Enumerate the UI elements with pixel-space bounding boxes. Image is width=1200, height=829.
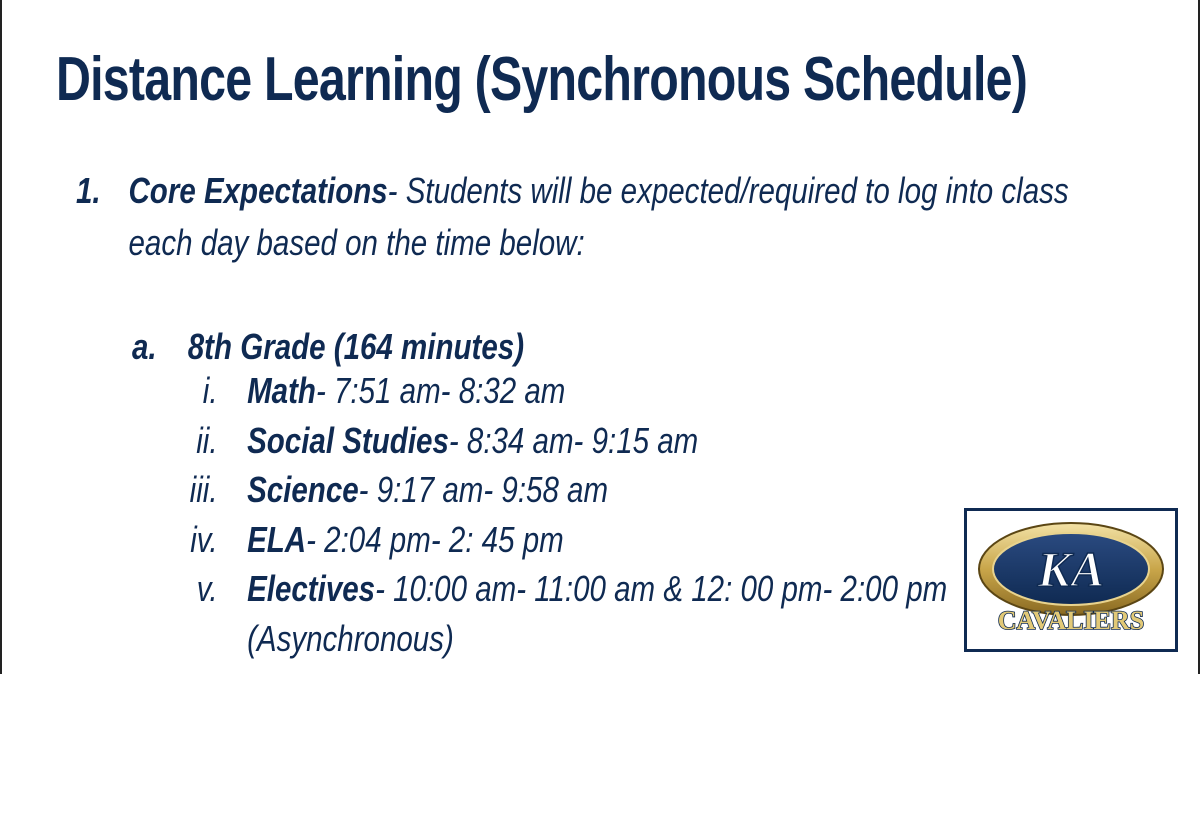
core-expectations-text: - Students will be expected/required to log into class each day based on the time below: bbox=[128, 170, 1069, 263]
subject-time: - 8:34 am- 9:15 am bbox=[448, 419, 699, 461]
subject-time: - 10:00 am- 11:00 am & 12: 00 pm- 2:00 pm bbox=[375, 568, 948, 609]
sub-item-letter: a. bbox=[132, 326, 157, 367]
school-logo bbox=[964, 508, 1178, 652]
subject-time: - 9:17 am- 9:58 am bbox=[358, 469, 609, 510]
roman-numeral: i. bbox=[202, 370, 218, 411]
schedule-entry bbox=[247, 416, 698, 466]
schedule-entry bbox=[247, 564, 947, 614]
list-item-content bbox=[128, 165, 1137, 269]
sub-item-8th-grade bbox=[132, 322, 524, 372]
schedule-entry bbox=[247, 366, 565, 416]
grade-label: 8th Grade (164 minutes) bbox=[187, 326, 525, 367]
electives-note: (Asynchronous) bbox=[247, 617, 454, 659]
slide-border-left bbox=[0, 0, 2, 674]
roman-numeral: iii. bbox=[189, 469, 218, 510]
subject-name: Electives bbox=[247, 568, 376, 609]
schedule-entry bbox=[247, 515, 564, 565]
subject-time: - 7:51 am- 8:32 am bbox=[315, 370, 566, 411]
subject-name: Math bbox=[247, 370, 316, 411]
logo-name: CAVALIERS bbox=[997, 606, 1145, 635]
page-title: Distance Learning (Synchronous Schedule) bbox=[56, 45, 1028, 114]
schedule-entry bbox=[247, 465, 608, 515]
core-expectations-label: Core Expectations bbox=[128, 170, 388, 211]
subject-name: Social Studies bbox=[247, 419, 449, 461]
list-number: 1. bbox=[76, 170, 101, 211]
roman-numeral: iv. bbox=[190, 518, 218, 560]
subject-time: - 2:04 pm- 2: 45 pm bbox=[306, 518, 564, 560]
subject-name: Science bbox=[247, 469, 359, 510]
roman-numeral: ii. bbox=[196, 419, 218, 461]
roman-numeral: v. bbox=[196, 568, 218, 609]
logo-initials: KA bbox=[1037, 541, 1105, 597]
subject-name: ELA bbox=[247, 518, 307, 560]
cavaliers-logo-graphic bbox=[967, 511, 1175, 649]
